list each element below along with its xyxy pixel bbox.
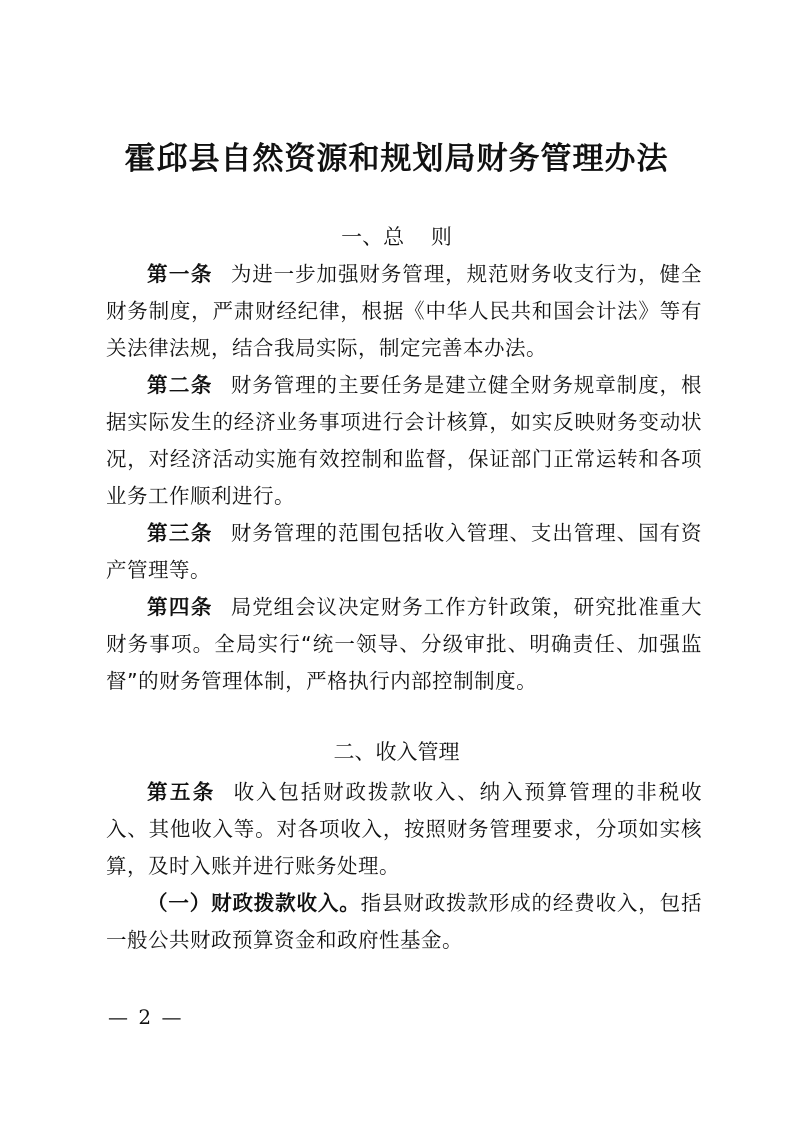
section-heading-income: 二、收入管理 (333, 740, 460, 764)
clause-fiscal-appropriation (106, 885, 702, 959)
article-5-label: 第五条 (147, 780, 216, 804)
article-3-text: 财务管理的范围包括收入管理、支出管理、国有资产管理等。 (106, 521, 702, 582)
article-2-label: 第二条 (147, 373, 213, 397)
article-1-text: 为进一步加强财务管理，规范财务收支行为，健全财务制度，严肃财经纪律，根据《中华人民共和国会计法》等有关法律法规，结合我局实际，制定完善本办法。 (106, 262, 702, 360)
article-3 (106, 515, 702, 589)
article-4-label: 第四条 (147, 595, 213, 619)
article-1 (106, 256, 702, 367)
section-heading-general: 一、总 则 (341, 225, 452, 249)
page-number: — 2 — (108, 1005, 184, 1029)
document-title: 霍邱县自然资源和规划局财务管理办法 (124, 141, 669, 177)
article-1-label: 第一条 (147, 262, 213, 286)
article-5-text: 收入包括财政拨款收入、纳入预算管理的非税收入、其他收入等。对各项收入，按照财务管理要求，分项如实核算，及时入账并进行账务处理。 (106, 780, 702, 878)
clause-fiscal-appropriation-text: 指县财政拨款形成的经费收入，包括一般公共财政预算资金和政府性基金。 (106, 891, 703, 952)
article-2-text: 财务管理的主要任务是建立健全财务规章制度，根据实际发生的经济业务事项进行会计核算，如实反映财务变动状况，对经济活动实施有效控制和监督，保证部门正常运转和各项业务工作顺利进行。 (106, 373, 702, 508)
article-3-label: 第三条 (147, 521, 213, 545)
article-2 (106, 367, 702, 515)
article-5 (106, 774, 702, 885)
clause-fiscal-appropriation-label: （一）财政拨款收入。 (147, 891, 361, 915)
article-4 (106, 589, 702, 700)
article-4-text: 局党组会议决定财务工作方针政策，研究批准重大财务事项。全局实行“统一领导、分级审批、明确责任、加强监督”的财务管理体制，严格执行内部控制制度。 (106, 595, 702, 693)
